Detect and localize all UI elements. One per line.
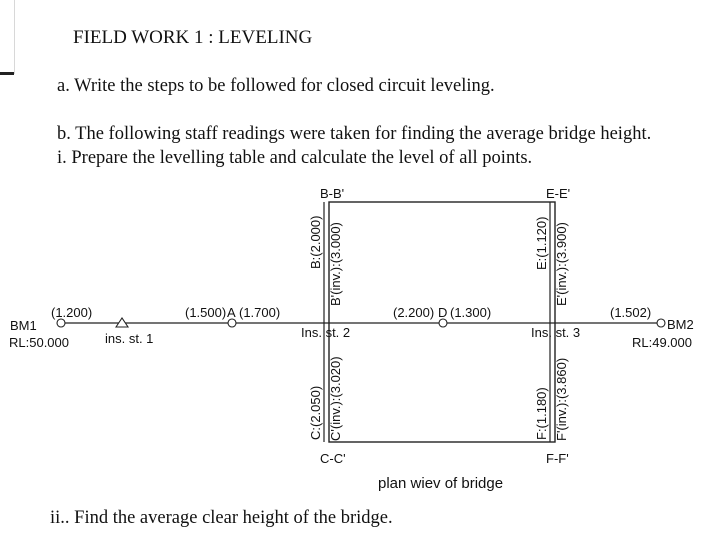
point-a-reading-left: (1.500) (185, 305, 227, 320)
c-inv-reading: C'(inv.):(3.020) (328, 356, 343, 441)
bm1-reading: (1.200) (51, 305, 93, 320)
question-b: b. The following staff readings were taken for finding the average bridge height. (57, 124, 652, 144)
cc-section-label: C-C' (320, 451, 346, 466)
bm2-reading: (1.502) (610, 305, 652, 320)
ins-st-2-label: Ins. st. 2 (301, 325, 351, 340)
f-inv-reading: F'(inv.):(3.860) (554, 357, 569, 441)
point-d-marker-icon (439, 319, 447, 327)
bm2-marker-icon (657, 319, 665, 327)
e-inv-reading: E'(inv.):(3.900) (554, 222, 569, 306)
bm1-rl: RL:50.000 (9, 335, 69, 350)
bm2-rl: RL:49.000 (632, 335, 692, 350)
question-b-i: i. Prepare the levelling table and calculate the level of all points. (57, 148, 533, 168)
f-reading: F:(1.180) (534, 387, 549, 440)
page-title: FIELD WORK 1 : LEVELING (73, 27, 313, 48)
point-a-marker-icon (228, 319, 236, 327)
b-inv-reading: B'(inv.):(3.000) (328, 222, 343, 306)
ee-section-label: E-E' (546, 186, 571, 201)
e-reading: E:(1.120) (534, 216, 549, 270)
point-a-label: A (227, 305, 236, 320)
plan-view-caption: plan wiev of bridge (378, 475, 504, 492)
bm1-marker-icon (57, 319, 65, 327)
question-b-ii: ii.. Find the average clear height of the bridge. (50, 508, 393, 528)
c-reading: C:(2.050) (308, 385, 323, 440)
ff-section-label: F-F' (546, 451, 569, 466)
point-d-reading-right: (1.300) (450, 305, 492, 320)
point-d-label: D (438, 305, 448, 320)
point-d-reading-left: (2.200) (393, 305, 435, 320)
ins-st-3-label: Ins. st. 3 (531, 325, 581, 340)
bm1-label: BM1 (10, 318, 37, 333)
point-a-reading-right: (1.700) (239, 305, 281, 320)
bb-section-label: B-B' (320, 186, 345, 201)
question-a: a. Write the steps to be followed for closed circuit leveling. (57, 76, 495, 96)
b-reading: B:(2.000) (308, 215, 323, 269)
bm2-label: BM2 (667, 317, 694, 332)
ins-st-1-label: ins. st. 1 (105, 331, 154, 346)
